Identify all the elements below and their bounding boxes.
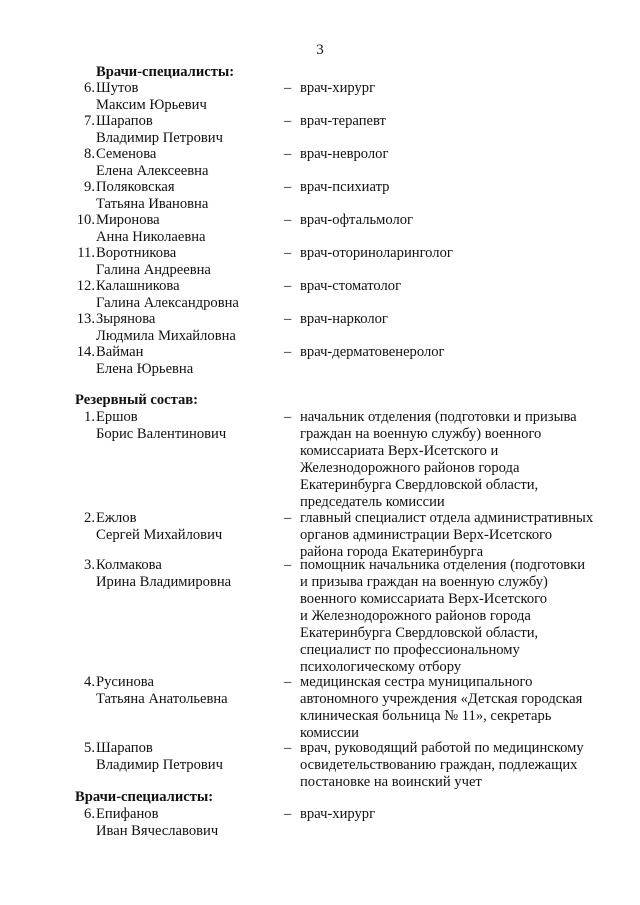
position-description	[300, 674, 620, 742]
given-names: Елена Алексеевна	[96, 163, 209, 179]
position-line: врач-невролог	[300, 146, 389, 162]
person-name	[96, 510, 276, 544]
surname: Шарапов	[96, 740, 153, 756]
surname: Миронова	[96, 212, 160, 228]
position-line: помощник начальника отделения (подготовки	[300, 557, 586, 573]
surname: Поляковская	[96, 179, 175, 195]
surname: Семенова	[96, 146, 157, 162]
position-description	[300, 278, 620, 295]
position-line: врач-нарколог	[300, 311, 388, 327]
position-description	[300, 179, 620, 196]
item-number: 4.	[84, 674, 95, 690]
surname: Ершов	[96, 409, 138, 425]
position-line: комиссариата Верх-Исетского и	[300, 443, 499, 459]
person-name	[96, 245, 276, 279]
item-number: 11.	[77, 245, 95, 261]
given-names: Людмила Михайловна	[96, 328, 236, 344]
position-line: начальник отделения (подготовки и призыва	[300, 409, 577, 425]
given-names: Владимир Петрович	[96, 757, 223, 773]
person-name	[96, 311, 276, 345]
position-line: председатель комиссии	[300, 494, 445, 510]
given-names: Анна Николаевна	[96, 229, 206, 245]
item-number: 1.	[84, 409, 95, 425]
position-description	[300, 245, 620, 262]
item-number: 9.	[84, 179, 95, 195]
person-name	[96, 806, 276, 840]
surname: Шутов	[96, 80, 139, 96]
section-heading: Врачи-специалисты:	[96, 64, 235, 80]
given-names: Галина Александровна	[96, 295, 239, 311]
given-names: Ирина Владимировна	[96, 574, 232, 590]
dash-separator: –	[284, 113, 292, 129]
position-description	[300, 80, 620, 97]
item-number: 12.	[76, 278, 95, 294]
item-number: 3.	[84, 557, 95, 573]
item-number: 14.	[76, 344, 95, 360]
section-heading: Резервный состав:	[75, 392, 199, 408]
position-line: автономного учреждения «Детская городская	[300, 691, 583, 707]
person-name	[96, 212, 276, 246]
position-line: военного комиссариата Верх-Исетского	[300, 591, 548, 607]
position-line: врач-хирург	[300, 806, 376, 822]
item-number: 7.	[84, 113, 95, 129]
position-line: и призыва граждан на военную службу)	[300, 574, 548, 590]
position-description	[300, 557, 620, 676]
position-description	[300, 740, 620, 791]
position-line: района города Екатеринбурга	[300, 544, 484, 560]
position-line: врач-офтальмолог	[300, 212, 414, 228]
person-name	[96, 674, 276, 708]
dash-separator: –	[284, 278, 292, 294]
position-line: Екатеринбурга Свердловской области,	[300, 477, 539, 493]
page-number: 3	[316, 42, 324, 58]
item-number: 10.	[76, 212, 95, 228]
dash-separator: –	[284, 510, 292, 526]
item-number: 2.	[84, 510, 95, 526]
position-line: Екатеринбурга Свердловской области,	[300, 625, 539, 641]
person-name	[96, 740, 276, 774]
position-description	[300, 113, 620, 130]
dash-separator: –	[284, 245, 292, 261]
dash-separator: –	[284, 344, 292, 360]
surname: Калашникова	[96, 278, 180, 294]
position-line: врач-дерматовенеролог	[300, 344, 445, 360]
given-names: Владимир Петрович	[96, 130, 223, 146]
dash-separator: –	[284, 806, 292, 822]
position-line: граждан на военную службу) военного	[300, 426, 542, 442]
dash-separator: –	[284, 674, 292, 690]
item-number: 8.	[84, 146, 95, 162]
position-line: врач-терапевт	[300, 113, 386, 129]
position-description	[300, 409, 620, 511]
position-line: психологическому отбору	[300, 659, 462, 675]
person-name	[96, 179, 276, 213]
person-name	[96, 409, 276, 443]
dash-separator: –	[284, 80, 292, 96]
item-number: 13.	[76, 311, 95, 327]
surname: Епифанов	[96, 806, 159, 822]
given-names: Елена Юрьевна	[96, 361, 194, 377]
surname: Зырянова	[96, 311, 156, 327]
dash-separator: –	[284, 212, 292, 228]
position-line: органов администрации Верх-Исетского	[300, 527, 553, 543]
surname: Колмакова	[96, 557, 162, 573]
dash-separator: –	[284, 146, 292, 162]
given-names: Борис Валентинович	[96, 426, 227, 442]
position-line: врач-психиатр	[300, 179, 390, 195]
position-description	[300, 146, 620, 163]
position-description	[300, 510, 620, 561]
item-number: 6.	[84, 80, 95, 96]
position-line: постановке на воинский учет	[300, 774, 482, 790]
position-description	[300, 344, 620, 361]
person-name	[96, 80, 276, 114]
given-names: Татьяна Анатольевна	[96, 691, 228, 707]
dash-separator: –	[284, 557, 292, 573]
given-names: Иван Вячеславович	[96, 823, 219, 839]
position-description	[300, 806, 620, 823]
surname: Ежлов	[96, 510, 137, 526]
position-line: врач-хирург	[300, 80, 376, 96]
position-line: врач-оториноларинголог	[300, 245, 453, 261]
dash-separator: –	[284, 179, 292, 195]
given-names: Максим Юрьевич	[96, 97, 207, 113]
surname: Воротникова	[96, 245, 177, 261]
dash-separator: –	[284, 409, 292, 425]
surname: Русинова	[96, 674, 154, 690]
item-number: 6.	[84, 806, 95, 822]
position-line: освидетельствованию граждан, подлежащих	[300, 757, 578, 773]
position-line: Железнодорожного районов города	[300, 460, 520, 476]
dash-separator: –	[284, 311, 292, 327]
item-number: 5.	[84, 740, 95, 756]
given-names: Татьяна Ивановна	[96, 196, 209, 212]
position-line: главный специалист отдела административных	[300, 510, 594, 526]
position-line: медицинская сестра муниципального	[300, 674, 533, 690]
person-name	[96, 344, 276, 378]
position-line: клиническая больница № 11», секретарь	[300, 708, 552, 724]
person-name	[96, 557, 276, 591]
person-name	[96, 146, 276, 180]
given-names: Сергей Михайлович	[96, 527, 223, 543]
dash-separator: –	[284, 740, 292, 756]
position-line: врач-стоматолог	[300, 278, 402, 294]
person-name	[96, 278, 276, 312]
person-name	[96, 113, 276, 147]
surname: Вайман	[96, 344, 144, 360]
given-names: Галина Андреевна	[96, 262, 211, 278]
position-description	[300, 212, 620, 229]
position-line: специалист по профессиональному	[300, 642, 520, 658]
position-line: врач, руководящий работой по медицинскому	[300, 740, 584, 756]
position-line: комиссии	[300, 725, 359, 741]
surname: Шарапов	[96, 113, 153, 129]
position-line: и Железнодорожного районов города	[300, 608, 531, 624]
position-description	[300, 311, 620, 328]
section-heading: Врачи-специалисты:	[75, 789, 214, 805]
